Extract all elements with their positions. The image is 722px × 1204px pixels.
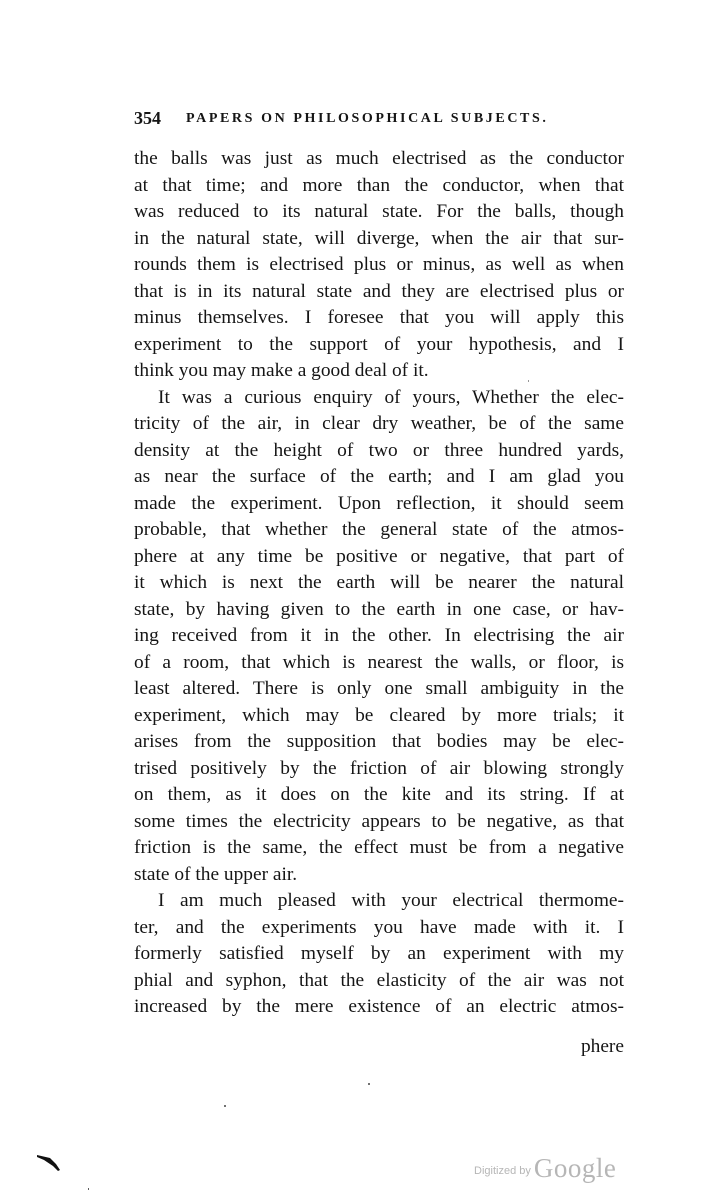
text-line: think you may make a good deal of it. (134, 360, 429, 381)
text-line: increased by the mere existence of an electric atmos- (134, 996, 624, 1017)
digitized-prefix: Digitized by (474, 1165, 531, 1177)
text-line: friction is the same, the effect must be from a negative (134, 837, 624, 858)
text-line: state, by having given to the earth in one case, or hav- (134, 598, 624, 620)
text-line: trised positively by the friction of air blowing strongly (134, 757, 624, 779)
text-line: on them, as it does on the kite and its string. If at (134, 784, 624, 805)
page-speck (528, 380, 529, 382)
page-speck (368, 1083, 370, 1085)
text-line: phere at any time be positive or negative, that part of (134, 545, 624, 567)
text-line: it which is next the earth will be nearer the natural (134, 572, 624, 593)
text-line: made the experiment. Upon reflection, it should seem (134, 492, 624, 514)
page-number: 354 (134, 108, 161, 128)
text-line: as near the surface of the earth; and I am glad you (134, 466, 624, 487)
page-speck (224, 1105, 226, 1107)
text-line: It was a curious enquiry of yours, Whether the elec- (158, 386, 624, 408)
text-line: minus themselves. I foresee that you will apply this (134, 307, 624, 328)
text-line: formerly satisfied myself by an experiment with my (134, 943, 624, 964)
text-line: density at the height of two or three hundred yards, (134, 439, 624, 461)
running-head (134, 108, 624, 128)
text-line: phial and syphon, that the elasticity of the air was not (134, 969, 624, 991)
text-line: least altered. There is only one small ambiguity in the (134, 678, 624, 699)
text-line: ing received from it in the other. In electrising the air (134, 625, 624, 646)
text-line: experiment to the support of your hypothesis, and I (134, 333, 624, 355)
text-line: rounds them is electrised plus or minus, as well as when (134, 254, 624, 275)
text-line: at that time; and more than the conductor, when that (134, 174, 624, 196)
text-line: some times the electricity appears to be negative, as that (134, 810, 624, 832)
running-title: PAPERS ON PHILOSOPHICAL SUBJECTS. (186, 111, 549, 126)
text-line: I am much pleased with your electrical thermome- (158, 890, 624, 911)
text-line: experiment, which may be cleared by more trials; it (134, 704, 624, 726)
catchword: phere (580, 1036, 624, 1057)
text-line: arises from the supposition that bodies may be elec- (134, 731, 624, 752)
text-line: state of the upper air. (134, 863, 298, 885)
text-line: in the natural state, will diverge, when the air that sur- (134, 227, 624, 249)
digitized-watermark (474, 1153, 616, 1184)
digitized-brand: Google (533, 1153, 617, 1183)
text-line: of a room, that which is nearest the walls, or floor, is (134, 651, 624, 673)
text-line: ter, and the experiments you have made with it. I (134, 916, 624, 938)
body-text (134, 146, 624, 1021)
margin-mark-icon (36, 1152, 66, 1172)
text-line: the balls was just as much electrised as the conductor (134, 148, 624, 169)
text-line: that is in its natural state and they are electrised plus or (134, 280, 624, 302)
page-speck (88, 1188, 89, 1190)
text-line: probable, that whether the general state of the atmos- (134, 519, 624, 540)
text-line: was reduced to its natural state. For the balls, though (134, 201, 624, 222)
text-line: tricity of the air, in clear dry weather, be of the same (134, 413, 624, 434)
